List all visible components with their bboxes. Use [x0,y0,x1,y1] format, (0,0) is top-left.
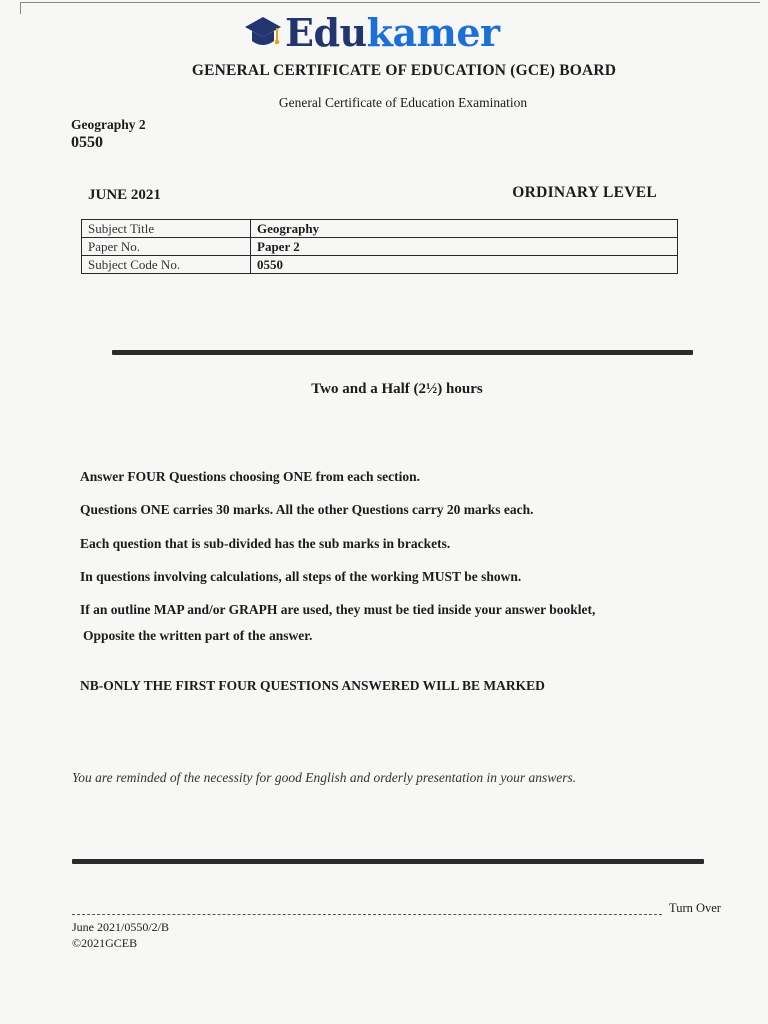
subject-info-table [81,219,678,274]
logo-text-edu: Edu [285,10,367,55]
presentation-reminder: You are reminded of the necessity for good English and orderly presentation in your answers. [72,770,577,785]
footer-copyright: ©2021GCEB [72,936,138,950]
table-row [82,238,678,256]
logo-wordmark [285,10,500,55]
edukamer-logo [243,10,500,56]
subject-code-value: 0550 [251,256,678,274]
table-row [82,220,678,238]
board-title: GENERAL CERTIFICATE OF EDUCATION (GCE) BOARD [191,62,617,79]
paper-code: 0550 [71,134,103,151]
subject-title-label: Subject Title [82,220,251,238]
subject-title-value: Geography [251,220,678,238]
exam-session: JUNE 2021 [88,187,161,203]
top-border-tick [20,2,21,14]
nb-notice: NB-ONLY THE FIRST FOUR QUESTIONS ANSWERED WILL BE MARKED [80,678,545,693]
footer-dashed-line [72,914,662,915]
instruction-line: Opposite the written part of the answer. [83,628,313,643]
paper-no-label: Paper No. [82,238,251,256]
graduation-cap-icon [243,13,283,53]
turn-over-label: Turn Over [669,901,721,915]
paper-name: Geography 2 [71,117,146,132]
instruction-line: Answer FOUR Questions choosing ONE from each section. [80,469,420,484]
instruction-line: Questions ONE carries 30 marks. All the other Questions carry 20 marks each. [80,502,534,517]
instruction-line: If an outline MAP and/or GRAPH are used, they must be tied inside your answer booklet, [80,602,596,617]
exam-duration: Two and a Half (2½) hours [311,381,483,397]
instruction-line: In questions involving calculations, all steps of the working MUST be shown. [80,569,522,584]
exam-title: General Certificate of Education Examination [278,95,528,110]
paper-no-value: Paper 2 [251,238,678,256]
table-row [82,256,678,274]
exam-level: ORDINARY LEVEL [512,184,657,201]
footer-paper-code: June 2021/0550/2/B [72,920,170,934]
logo-text-kamer: kamer [366,10,500,55]
divider-top [112,350,693,355]
top-border-line [20,2,760,3]
divider-bottom [72,859,704,864]
instruction-line: Each question that is sub-divided has the sub marks in brackets. [80,536,451,551]
subject-code-label: Subject Code No. [82,256,251,274]
